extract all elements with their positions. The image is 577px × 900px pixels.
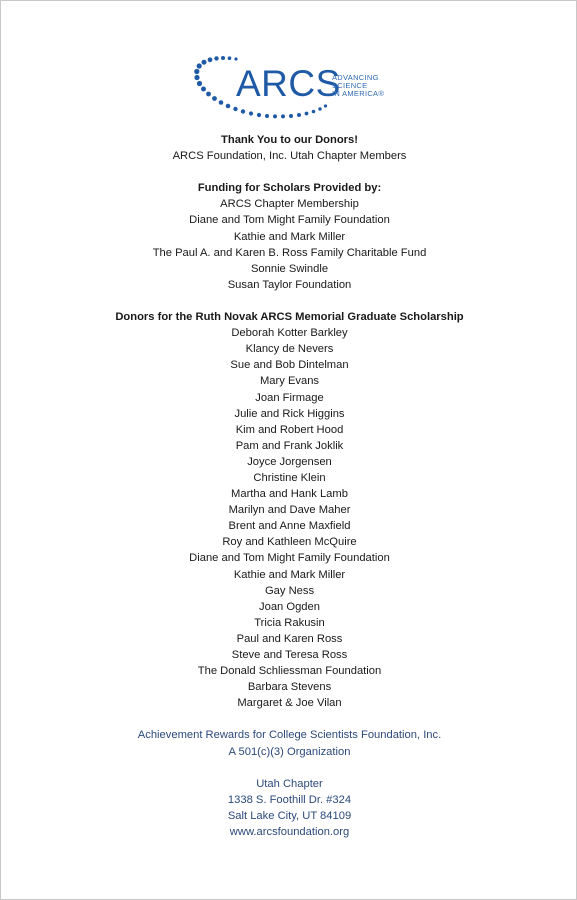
document-body [1,132,577,840]
funding-heading: Funding for Scholars Provided by: [197,182,382,195]
logo-wordmark: ARCS [236,63,341,104]
donor-list-item: Tricia Rakusin [254,616,325,629]
donor-list-item: Marilyn and Dave Maher [228,504,351,517]
funding-list-item: Sonnie Swindle [250,262,329,275]
footer-chapter: Utah Chapter [256,777,323,790]
novak-heading: Donors for the Ruth Novak ARCS Memorial Graduate Scholarship [115,311,464,324]
logo-tagline-line-2: SCIENCE [332,81,368,90]
page-subtitle: ARCS Foundation, Inc. Utah Chapter Members [172,150,407,163]
donor-list-item: Brent and Anne Maxfield [228,520,351,533]
donor-list-item: Paul and Karen Ross [236,632,343,645]
funding-list-item: Diane and Tom Might Family Foundation [189,214,390,227]
footer-org-type: A 501(c)(3) Organization [228,745,351,758]
funding-list-item: ARCS Chapter Membership [220,198,359,211]
footer-website-link[interactable]: www.arcsfoundation.org [229,826,350,839]
donor-list-item: Roy and Kathleen McQuire [222,536,357,549]
donor-list-item: Pam and Frank Joklik [235,439,344,452]
donor-list-item: Joyce Jorgensen [247,455,332,468]
novak-donor-list [1,325,577,711]
donor-list-item: Diane and Tom Might Family Foundation [189,552,390,565]
footer-org-name: Achievement Rewards for College Scientists Foundation, Inc. [137,729,442,742]
spacer [1,164,577,180]
donor-list-item: Kathie and Mark Miller [233,568,346,581]
funding-list [1,196,577,293]
donor-list-item: Martha and Hank Lamb [231,488,348,501]
donor-list-item: Barbara Stevens [247,681,332,694]
funding-list-item: Susan Taylor Foundation [227,278,352,291]
donor-list-item: Kim and Robert Hood [235,423,344,436]
donor-list-item: Christine Klein [253,471,326,484]
page-title: Thank You to our Donors! [221,134,358,146]
donor-list-item: Sue and Bob Dintelman [230,359,349,372]
funding-list-item: The Paul A. and Karen B. Ross Family Charitable Fund [152,246,427,259]
spacer [1,711,577,727]
logo-tagline [332,74,384,98]
spacer [1,293,577,309]
donor-list-item: The Donald Schliessman Foundation [197,665,382,678]
donor-list-item: Gay Ness [264,584,315,597]
donor-list-item: Klancy de Nevers [245,343,334,356]
donor-list-item: Deborah Kotter Barkley [231,327,348,340]
spacer [1,760,577,776]
donor-list-item: Joan Firmage [255,391,324,404]
funding-list-item: Kathie and Mark Miller [233,230,346,243]
footer-address-line-2: Salt Lake City, UT 84109 [227,809,352,822]
donor-list-item: Joan Ogden [259,600,320,613]
donor-list-item: Julie and Rick Higgins [234,407,345,420]
arcs-logo [191,53,401,123]
logo-tagline-line-1: ADVANCING [332,73,379,82]
donor-list-item: Mary Evans [259,375,320,388]
donor-list-item: Margaret & Joe Vilan [237,697,342,710]
footer-address-line-1: 1338 S. Foothill Dr. #324 [227,793,352,806]
donor-list-item: Steve and Teresa Ross [231,649,348,661]
logo-tagline-line-3: IN AMERICA® [332,89,385,98]
